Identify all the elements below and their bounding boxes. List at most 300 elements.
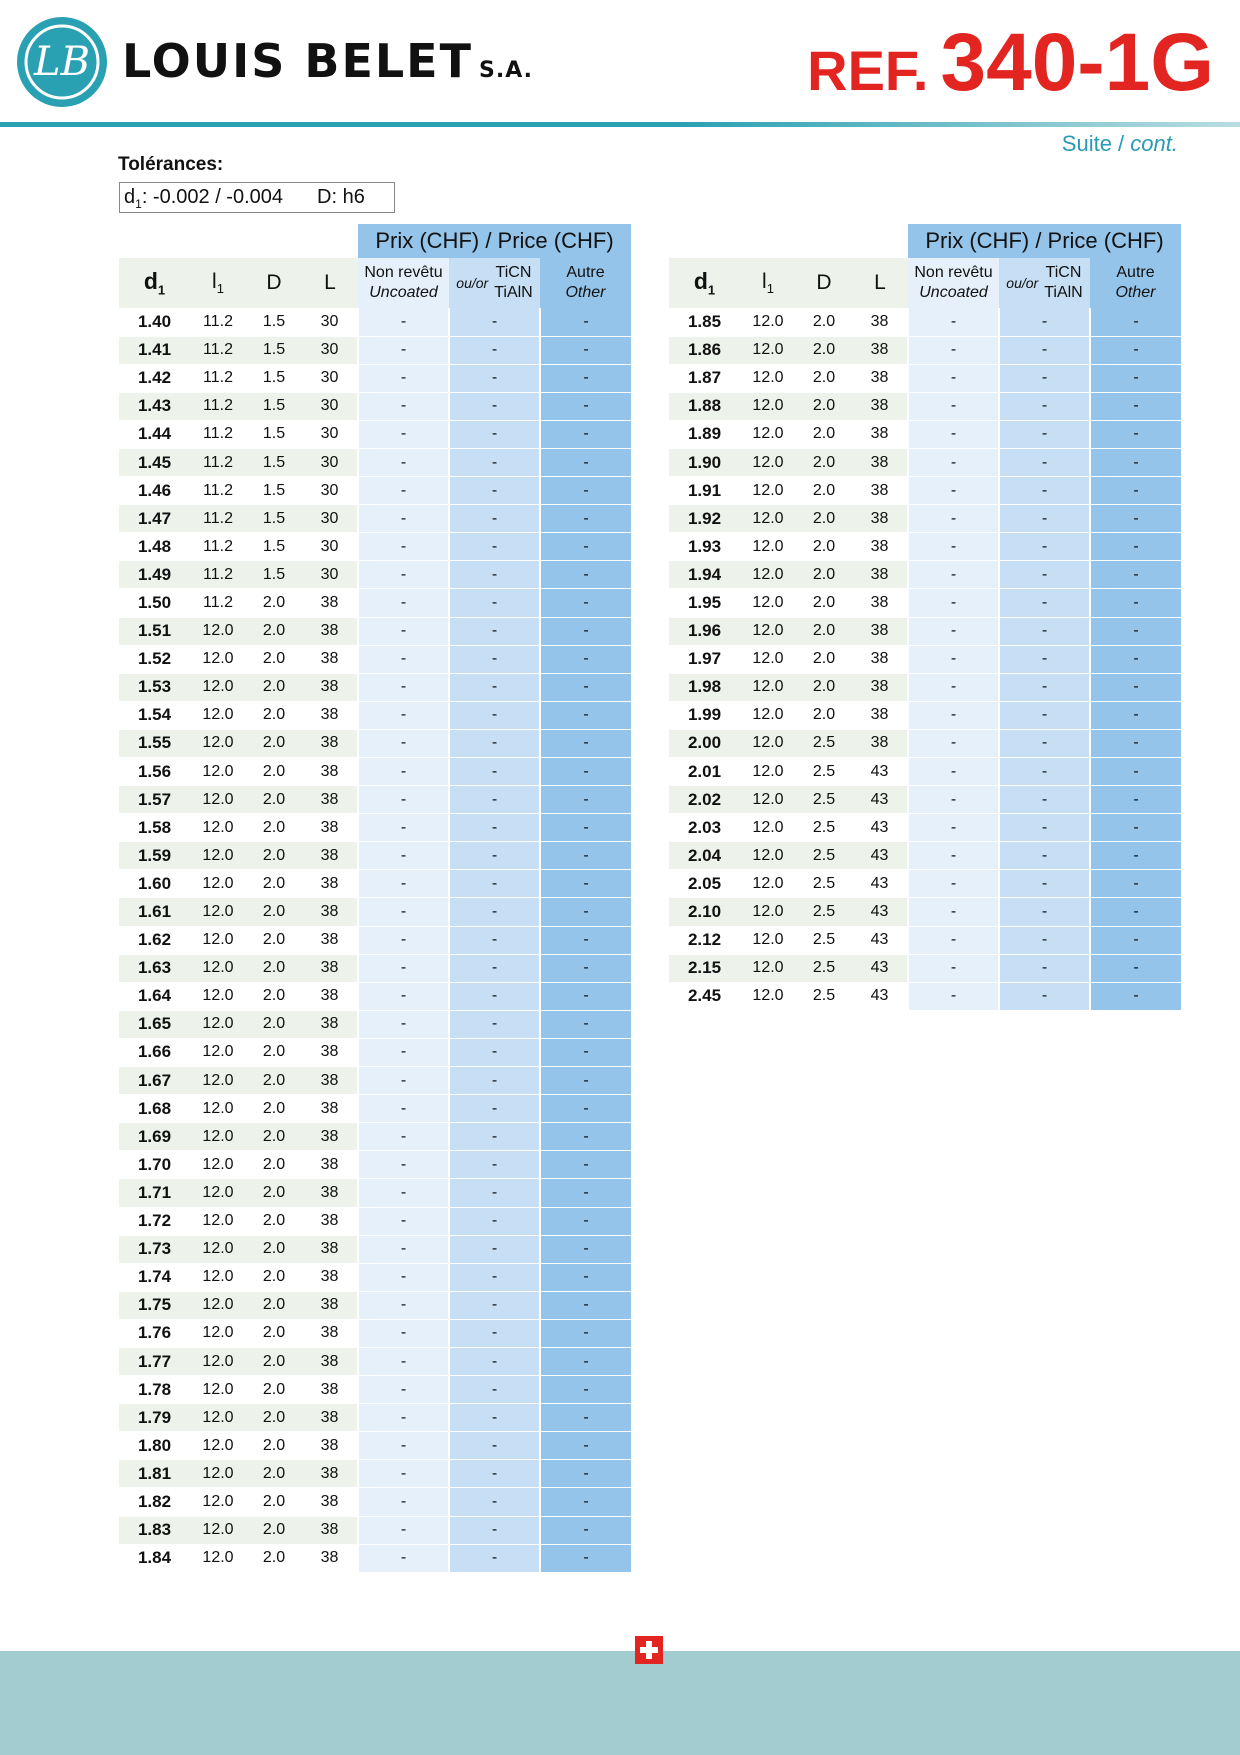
cell-L: 30 xyxy=(302,505,358,533)
cell-D: 2.5 xyxy=(796,729,852,757)
cell-price-uncoated: - xyxy=(358,1179,449,1207)
cell-d1: 2.45 xyxy=(669,982,740,1010)
table-row xyxy=(119,729,631,757)
cell-price-other: - xyxy=(540,1095,631,1123)
table-row xyxy=(119,561,631,589)
table-row xyxy=(119,420,631,448)
cell-D: 1.5 xyxy=(246,448,302,476)
cell-D: 2.0 xyxy=(246,701,302,729)
cell-l1: 12.0 xyxy=(740,954,796,982)
cell-price-uncoated: - xyxy=(908,982,999,1010)
cell-L: 38 xyxy=(302,814,358,842)
footer-band xyxy=(0,1651,1240,1755)
cell-price-other: - xyxy=(540,701,631,729)
cell-L: 38 xyxy=(302,1291,358,1319)
cell-L: 38 xyxy=(302,1488,358,1516)
cell-l1: 12.0 xyxy=(190,1235,246,1263)
cell-d1: 1.79 xyxy=(119,1404,190,1432)
cell-L: 30 xyxy=(302,392,358,420)
table-row xyxy=(669,870,1181,898)
col-header-coated: ou/orTiCN TiAlN xyxy=(999,258,1090,308)
cell-L: 30 xyxy=(302,308,358,336)
cell-price-other: - xyxy=(540,1376,631,1404)
cell-d1: 1.40 xyxy=(119,308,190,336)
cell-price-uncoated: - xyxy=(358,1038,449,1066)
cell-L: 38 xyxy=(852,364,908,392)
cell-price-uncoated: - xyxy=(908,336,999,364)
cell-D: 2.0 xyxy=(246,1263,302,1291)
cell-price-coated: - xyxy=(449,1151,540,1179)
cell-d1: 1.46 xyxy=(119,477,190,505)
cell-price-uncoated: - xyxy=(358,1404,449,1432)
cell-price-other: - xyxy=(540,729,631,757)
cell-price-coated: - xyxy=(999,364,1090,392)
cell-L: 38 xyxy=(852,561,908,589)
cell-price-other: - xyxy=(540,1235,631,1263)
tolerances-title: Tolérances: xyxy=(118,154,224,175)
table-body-left xyxy=(119,308,631,1572)
cell-d1: 1.67 xyxy=(119,1067,190,1095)
cell-l1: 12.0 xyxy=(190,1404,246,1432)
cell-l1: 12.0 xyxy=(190,1123,246,1151)
cell-L: 38 xyxy=(302,898,358,926)
table-row xyxy=(669,336,1181,364)
cell-L: 38 xyxy=(302,786,358,814)
col-header-L: L xyxy=(852,258,908,308)
cell-price-coated: - xyxy=(449,1291,540,1319)
cell-price-coated: - xyxy=(449,1095,540,1123)
table-row xyxy=(669,392,1181,420)
cell-D: 2.0 xyxy=(246,1319,302,1347)
table-row xyxy=(669,814,1181,842)
cell-D: 2.0 xyxy=(246,1488,302,1516)
cell-D: 2.0 xyxy=(796,589,852,617)
cell-D: 2.0 xyxy=(246,926,302,954)
cell-l1: 12.0 xyxy=(190,814,246,842)
cell-price-uncoated: - xyxy=(358,1460,449,1488)
cell-price-uncoated: - xyxy=(358,336,449,364)
cell-price-coated: - xyxy=(449,786,540,814)
cell-price-coated: - xyxy=(449,645,540,673)
reference-number xyxy=(807,16,1214,110)
table-row xyxy=(119,954,631,982)
cell-price-coated: - xyxy=(449,842,540,870)
cell-d1: 1.54 xyxy=(119,701,190,729)
cell-price-uncoated: - xyxy=(358,1376,449,1404)
cell-L: 38 xyxy=(852,645,908,673)
cell-price-uncoated: - xyxy=(358,1095,449,1123)
cell-l1: 12.0 xyxy=(190,1291,246,1319)
cell-l1: 12.0 xyxy=(740,392,796,420)
table-row xyxy=(119,926,631,954)
cell-price-coated: - xyxy=(449,477,540,505)
cell-l1: 12.0 xyxy=(740,758,796,786)
cell-d1: 1.68 xyxy=(119,1095,190,1123)
cell-price-other: - xyxy=(1090,673,1181,701)
cell-D: 2.0 xyxy=(246,898,302,926)
cell-d1: 1.88 xyxy=(669,392,740,420)
cell-d1: 1.44 xyxy=(119,420,190,448)
cell-L: 43 xyxy=(852,842,908,870)
cell-D: 2.0 xyxy=(796,448,852,476)
cell-d1: 1.74 xyxy=(119,1263,190,1291)
cell-price-uncoated: - xyxy=(358,477,449,505)
cell-l1: 12.0 xyxy=(740,786,796,814)
table-row xyxy=(119,1432,631,1460)
table-row xyxy=(119,1291,631,1319)
cell-price-coated: - xyxy=(999,870,1090,898)
cell-l1: 12.0 xyxy=(190,701,246,729)
col-header-D: D xyxy=(246,258,302,308)
cell-D: 2.0 xyxy=(246,870,302,898)
cell-price-other: - xyxy=(540,1207,631,1235)
cell-D: 2.0 xyxy=(246,786,302,814)
cell-L: 43 xyxy=(852,870,908,898)
cell-price-coated: - xyxy=(999,561,1090,589)
table-row xyxy=(669,505,1181,533)
cell-L: 38 xyxy=(302,645,358,673)
cell-price-other: - xyxy=(540,392,631,420)
cell-d1: 1.59 xyxy=(119,842,190,870)
cell-d1: 1.85 xyxy=(669,308,740,336)
cell-price-coated: - xyxy=(449,1347,540,1375)
cell-L: 38 xyxy=(852,336,908,364)
cell-d1: 2.03 xyxy=(669,814,740,842)
cell-L: 38 xyxy=(852,533,908,561)
cell-l1: 12.0 xyxy=(190,1432,246,1460)
cell-price-other: - xyxy=(1090,420,1181,448)
cell-L: 38 xyxy=(302,589,358,617)
cell-price-uncoated: - xyxy=(908,420,999,448)
cell-l1: 12.0 xyxy=(190,954,246,982)
cell-price-other: - xyxy=(540,477,631,505)
cell-L: 38 xyxy=(302,954,358,982)
cell-l1: 12.0 xyxy=(190,1544,246,1572)
cell-price-coated: - xyxy=(449,758,540,786)
continued-label: Suite / cont. xyxy=(1061,131,1178,156)
cell-d1: 1.84 xyxy=(119,1544,190,1572)
cell-D: 2.0 xyxy=(246,842,302,870)
cell-price-uncoated: - xyxy=(358,954,449,982)
cell-d1: 1.92 xyxy=(669,505,740,533)
table-row xyxy=(669,561,1181,589)
cell-price-coated: - xyxy=(999,392,1090,420)
table-row xyxy=(119,364,631,392)
table-row xyxy=(669,308,1181,336)
cell-price-other: - xyxy=(1090,701,1181,729)
table-row xyxy=(119,477,631,505)
cell-d1: 1.62 xyxy=(119,926,190,954)
cell-L: 38 xyxy=(302,1432,358,1460)
table-row xyxy=(119,1404,631,1432)
cell-D: 2.0 xyxy=(246,1010,302,1038)
cell-price-other: - xyxy=(540,1123,631,1151)
cell-price-other: - xyxy=(540,1038,631,1066)
cell-l1: 12.0 xyxy=(190,926,246,954)
table-row xyxy=(669,954,1181,982)
cell-l1: 12.0 xyxy=(190,842,246,870)
cell-price-coated: - xyxy=(449,448,540,476)
cell-d1: 1.52 xyxy=(119,645,190,673)
cell-price-other: - xyxy=(540,1347,631,1375)
cell-l1: 12.0 xyxy=(740,870,796,898)
cell-l1: 12.0 xyxy=(190,1263,246,1291)
cell-l1: 11.2 xyxy=(190,533,246,561)
cell-D: 2.5 xyxy=(796,954,852,982)
table-row xyxy=(669,420,1181,448)
cell-D: 2.0 xyxy=(796,336,852,364)
cell-L: 38 xyxy=(302,1235,358,1263)
cell-l1: 12.0 xyxy=(190,1516,246,1544)
cell-L: 38 xyxy=(302,701,358,729)
svg-text:LB: LB xyxy=(34,39,90,85)
table-row xyxy=(119,1460,631,1488)
cell-price-coated: - xyxy=(999,589,1090,617)
cell-d1: 2.04 xyxy=(669,842,740,870)
cell-price-other: - xyxy=(540,505,631,533)
cell-L: 38 xyxy=(302,1516,358,1544)
cell-L: 43 xyxy=(852,898,908,926)
cell-l1: 11.2 xyxy=(190,364,246,392)
cell-L: 38 xyxy=(302,1347,358,1375)
cell-price-other: - xyxy=(540,1151,631,1179)
cell-d1: 1.42 xyxy=(119,364,190,392)
cell-price-coated: - xyxy=(999,673,1090,701)
cell-price-other: - xyxy=(1090,870,1181,898)
cell-d1: 2.12 xyxy=(669,926,740,954)
table-row xyxy=(119,814,631,842)
cell-price-coated: - xyxy=(449,1179,540,1207)
price-group-header: Prix (CHF) / Price (CHF) xyxy=(358,224,631,258)
cell-L: 43 xyxy=(852,758,908,786)
cell-l1: 11.2 xyxy=(190,561,246,589)
table-row xyxy=(119,1263,631,1291)
table-row xyxy=(119,1347,631,1375)
cell-d1: 1.58 xyxy=(119,814,190,842)
cell-price-coated: - xyxy=(999,926,1090,954)
table-row xyxy=(119,1516,631,1544)
cell-D: 2.0 xyxy=(246,1179,302,1207)
cell-price-uncoated: - xyxy=(358,308,449,336)
cell-L: 38 xyxy=(302,1151,358,1179)
cell-price-other: - xyxy=(1090,814,1181,842)
cell-price-uncoated: - xyxy=(358,1488,449,1516)
table-row xyxy=(119,1319,631,1347)
cell-D: 1.5 xyxy=(246,533,302,561)
cell-L: 30 xyxy=(302,477,358,505)
cell-price-other: - xyxy=(540,786,631,814)
cell-price-other: - xyxy=(540,1516,631,1544)
cell-l1: 12.0 xyxy=(740,533,796,561)
cell-price-uncoated: - xyxy=(358,392,449,420)
cell-price-coated: - xyxy=(449,505,540,533)
cell-price-uncoated: - xyxy=(358,1263,449,1291)
cell-price-uncoated: - xyxy=(908,308,999,336)
cell-D: 2.0 xyxy=(246,982,302,1010)
cell-d1: 1.78 xyxy=(119,1376,190,1404)
table-row xyxy=(119,1038,631,1066)
cell-D: 2.0 xyxy=(246,1404,302,1432)
cell-l1: 12.0 xyxy=(740,364,796,392)
cell-price-coated: - xyxy=(449,898,540,926)
cell-price-other: - xyxy=(1090,954,1181,982)
cell-l1: 12.0 xyxy=(740,448,796,476)
cell-D: 2.0 xyxy=(246,1460,302,1488)
cell-price-coated: - xyxy=(999,505,1090,533)
cell-D: 2.0 xyxy=(246,617,302,645)
cell-d1: 1.80 xyxy=(119,1432,190,1460)
cell-price-uncoated: - xyxy=(358,1544,449,1572)
cell-price-other: - xyxy=(1090,392,1181,420)
table-row xyxy=(119,1067,631,1095)
cell-price-other: - xyxy=(540,898,631,926)
cell-price-coated: - xyxy=(999,982,1090,1010)
table-row xyxy=(119,1095,631,1123)
col-header-l1: $l_1$ xyxy=(190,258,246,308)
cell-D: 2.0 xyxy=(796,308,852,336)
cell-L: 38 xyxy=(302,1544,358,1572)
cell-L: 38 xyxy=(852,392,908,420)
cell-d1: 1.71 xyxy=(119,1179,190,1207)
cell-price-coated: - xyxy=(449,1376,540,1404)
cell-D: 2.5 xyxy=(796,926,852,954)
cell-price-other: - xyxy=(1090,364,1181,392)
table-row xyxy=(119,786,631,814)
cell-l1: 12.0 xyxy=(740,645,796,673)
col-header-L: L xyxy=(302,258,358,308)
cell-price-coated: - xyxy=(999,420,1090,448)
col-header-d1: $d_1$ xyxy=(119,258,190,308)
cell-price-other: - xyxy=(540,589,631,617)
cell-l1: 11.2 xyxy=(190,589,246,617)
cell-l1: 12.0 xyxy=(190,1376,246,1404)
cell-D: 2.0 xyxy=(246,954,302,982)
cell-l1: 12.0 xyxy=(190,1347,246,1375)
cell-L: 43 xyxy=(852,982,908,1010)
cell-price-coated: - xyxy=(449,982,540,1010)
cell-price-other: - xyxy=(540,1460,631,1488)
cell-price-uncoated: - xyxy=(358,842,449,870)
cell-L: 38 xyxy=(302,1319,358,1347)
cell-price-coated: - xyxy=(449,1123,540,1151)
cell-price-uncoated: - xyxy=(908,533,999,561)
cell-d1: 1.55 xyxy=(119,729,190,757)
cell-L: 38 xyxy=(302,758,358,786)
cell-price-coated: - xyxy=(999,533,1090,561)
cell-l1: 12.0 xyxy=(190,1460,246,1488)
cell-D: 2.5 xyxy=(796,814,852,842)
cell-l1: 12.0 xyxy=(190,898,246,926)
cell-price-other: - xyxy=(540,1488,631,1516)
cell-L: 30 xyxy=(302,420,358,448)
cell-d1: 1.49 xyxy=(119,561,190,589)
header-divider xyxy=(0,122,1240,127)
cell-price-other: - xyxy=(540,420,631,448)
cell-price-uncoated: - xyxy=(358,758,449,786)
cell-price-coated: - xyxy=(999,729,1090,757)
cell-price-other: - xyxy=(1090,533,1181,561)
table-row xyxy=(669,477,1181,505)
cell-D: 1.5 xyxy=(246,505,302,533)
cell-l1: 12.0 xyxy=(190,1488,246,1516)
table-row xyxy=(669,645,1181,673)
cell-price-uncoated: - xyxy=(358,533,449,561)
cell-l1: 12.0 xyxy=(740,982,796,1010)
table-row xyxy=(669,786,1181,814)
cell-price-other: - xyxy=(540,533,631,561)
cell-D: 2.0 xyxy=(796,617,852,645)
cell-d1: 1.89 xyxy=(669,420,740,448)
cell-L: 38 xyxy=(852,729,908,757)
cell-l1: 12.0 xyxy=(190,982,246,1010)
cell-price-other: - xyxy=(540,1544,631,1572)
cell-l1: 12.0 xyxy=(190,673,246,701)
cell-l1: 12.0 xyxy=(190,1151,246,1179)
cell-l1: 12.0 xyxy=(190,758,246,786)
cell-price-other: - xyxy=(1090,786,1181,814)
table-row xyxy=(119,1179,631,1207)
cell-D: 2.0 xyxy=(246,673,302,701)
cell-price-uncoated: - xyxy=(358,645,449,673)
table-row xyxy=(119,1151,631,1179)
cell-d1: 2.01 xyxy=(669,758,740,786)
cell-d1: 1.43 xyxy=(119,392,190,420)
cell-price-uncoated: - xyxy=(908,954,999,982)
cell-l1: 12.0 xyxy=(740,420,796,448)
cell-d1: 1.60 xyxy=(119,870,190,898)
cell-D: 2.0 xyxy=(246,1291,302,1319)
cell-price-other: - xyxy=(540,1263,631,1291)
cell-D: 2.0 xyxy=(796,505,852,533)
cell-L: 38 xyxy=(302,870,358,898)
cell-l1: 12.0 xyxy=(190,870,246,898)
cell-price-uncoated: - xyxy=(358,786,449,814)
cell-price-coated: - xyxy=(449,1432,540,1460)
cell-price-uncoated: - xyxy=(908,814,999,842)
cell-d1: 1.98 xyxy=(669,673,740,701)
cell-d1: 1.93 xyxy=(669,533,740,561)
table-row xyxy=(119,870,631,898)
cell-d1: 1.66 xyxy=(119,1038,190,1066)
cell-D: 2.5 xyxy=(796,842,852,870)
cell-D: 2.5 xyxy=(796,982,852,1010)
cell-D: 2.0 xyxy=(246,1516,302,1544)
cell-D: 1.5 xyxy=(246,561,302,589)
cell-price-uncoated: - xyxy=(908,392,999,420)
cell-price-other: - xyxy=(540,1067,631,1095)
cell-price-coated: - xyxy=(449,1038,540,1066)
company-name: LOUIS BELET S.A. xyxy=(122,34,533,88)
cell-d1: 1.99 xyxy=(669,701,740,729)
table-row xyxy=(669,729,1181,757)
cell-price-uncoated: - xyxy=(908,617,999,645)
cell-L: 38 xyxy=(302,1263,358,1291)
cell-l1: 12.0 xyxy=(740,898,796,926)
cell-D: 2.0 xyxy=(246,645,302,673)
cell-l1: 12.0 xyxy=(740,842,796,870)
cell-l1: 12.0 xyxy=(190,645,246,673)
table-row xyxy=(669,617,1181,645)
cell-D: 2.5 xyxy=(796,870,852,898)
cell-price-other: - xyxy=(1090,926,1181,954)
cell-d1: 1.97 xyxy=(669,645,740,673)
cell-d1: 1.77 xyxy=(119,1347,190,1375)
cell-L: 38 xyxy=(302,1404,358,1432)
cell-D: 2.0 xyxy=(246,1151,302,1179)
cell-price-uncoated: - xyxy=(908,842,999,870)
cell-l1: 12.0 xyxy=(190,729,246,757)
cell-price-other: - xyxy=(1090,898,1181,926)
